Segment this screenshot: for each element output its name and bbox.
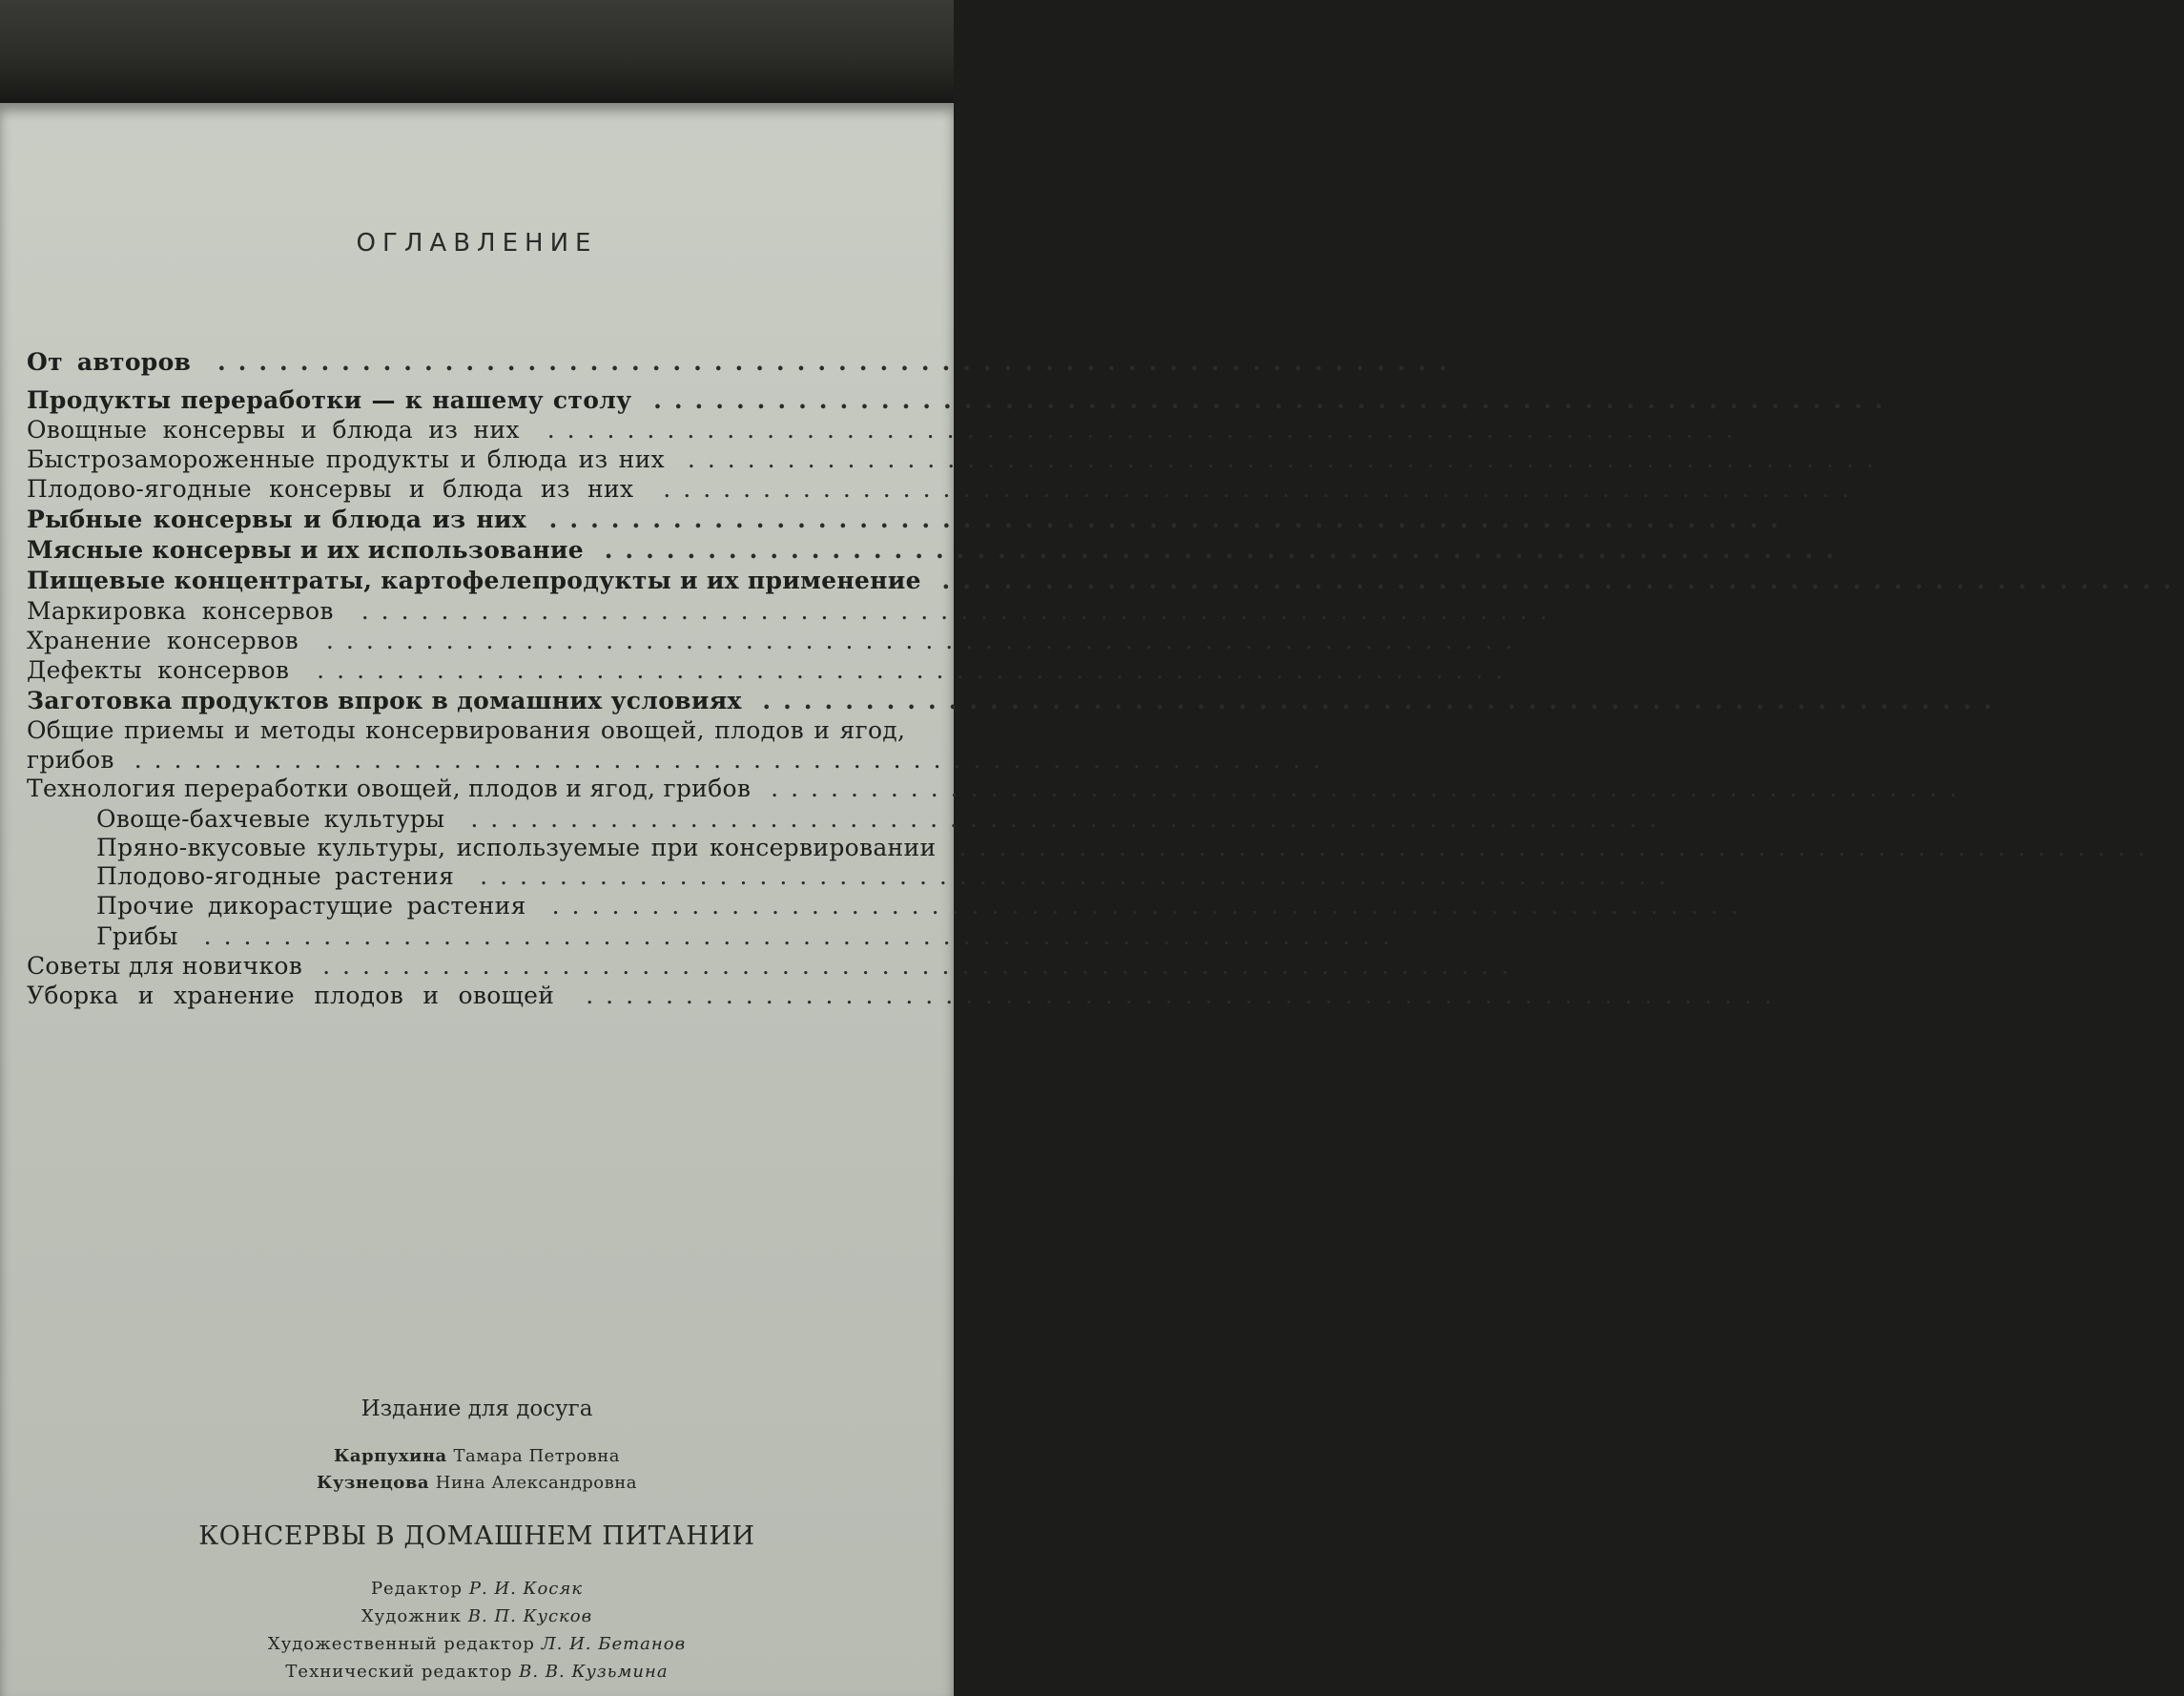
credit-role: Редактор [370, 1579, 464, 1599]
toc-heading: ОГЛАВЛЕНИЕ [356, 229, 598, 258]
toc-entry [27, 348, 1460, 377]
toc-entry [27, 597, 1560, 626]
leader-dots: ............................................................ [444, 805, 1670, 833]
toc-entry [27, 506, 1791, 534]
leader-dots: ............................................................ [302, 952, 1521, 980]
leader-dots: ............................................................ [633, 475, 1863, 503]
leader-dots: ............................................................ [751, 775, 1969, 802]
toc-subentry [96, 805, 1670, 834]
toc-entry [27, 475, 1863, 504]
toc-entry-label: Продукты переработки — к нашему столу [27, 386, 632, 414]
credit-name: Л. И. Бетанов [541, 1634, 687, 1654]
toc-entry [27, 386, 1896, 415]
leader-dots: ............................................................ [664, 445, 1886, 473]
toc-entry-label: Советы для новичков [27, 952, 303, 980]
toc-entry [27, 775, 1969, 803]
toc-subentry [96, 922, 1403, 951]
book-page [0, 103, 2184, 1696]
toc-subentry [96, 892, 1751, 920]
credit-name: Р. И. Косяк [468, 1579, 584, 1599]
toc-subentry [96, 862, 1679, 891]
toc-entry [27, 416, 1746, 445]
leader-dots: ............................................................ [113, 746, 1333, 774]
author-surname: Кузнецова [317, 1473, 429, 1493]
toc-entry [27, 536, 1846, 565]
toc-entry-label: Плодово-ягодные консервы и блюда из них [27, 475, 634, 503]
leader-dots: ............................................................ [525, 892, 1751, 920]
credit-role: Художественный редактор [267, 1634, 535, 1654]
toc-entry [27, 445, 1886, 474]
leader-dots: ............................................................ [583, 536, 1846, 564]
leader-dots: ............................................................ [333, 597, 1560, 625]
edition-note: Издание для досуга [361, 1396, 593, 1421]
toc-entry [27, 687, 2005, 715]
toc-entry [27, 952, 1521, 981]
leader-dots: ............................................................ [631, 386, 1896, 414]
toc-entry [27, 746, 1333, 775]
toc-entry-label: От авторов [27, 348, 192, 376]
author-names: Тамара Петровна [453, 1446, 620, 1466]
credit-name: В. П. Кусков [467, 1606, 593, 1626]
toc-entry-label: Пряно-вкусовые культуры, используемые при консервировании [96, 834, 937, 861]
toc-subentry [96, 834, 2158, 862]
leader-dots: ............................................................ [920, 567, 2184, 594]
credit-line [0, 1606, 954, 1626]
credit-line [0, 1579, 954, 1599]
toc-entry-label: Плодово-ягодные растения [96, 862, 455, 890]
credit-line [0, 1634, 954, 1654]
credit-role: Художник [361, 1606, 463, 1626]
toc-entry [27, 716, 954, 745]
leader-dots: ............................................................ [289, 656, 1515, 684]
author-line [0, 1473, 954, 1493]
toc-entry-label: Овоще-бахчевые культуры [96, 805, 445, 833]
author-line [0, 1446, 954, 1466]
toc-entry-label: Прочие дикорастущие растения [96, 892, 526, 920]
toc-entry-label: Дефекты консервов [27, 656, 290, 684]
toc-entry-label: Грибы [96, 922, 178, 950]
credit-line [0, 1662, 954, 1682]
credit-role: Технический редактор [285, 1662, 513, 1682]
toc-entry-label: Хранение консервов [27, 627, 299, 654]
book-title: КОНСЕРВЫ В ДОМАШНЕМ ПИТАНИИ [198, 1521, 755, 1551]
toc-entry-label: Рыбные консервы и блюда из них [27, 506, 526, 533]
toc-entry-label: Заготовка продуктов впрок в домашних условиях [27, 687, 742, 714]
author-surname: Карпухина [333, 1446, 447, 1466]
toc-entry-label: Технология переработки овощей, плодов и ягод, грибов [27, 775, 752, 802]
leader-dots: ............................................................ [936, 834, 2158, 861]
toc-entry [27, 982, 1785, 1010]
author-names: Нина Александровна [435, 1473, 637, 1493]
toc-entry-label: Уборка и хранение плодов и овощей [27, 982, 555, 1009]
toc-entry [27, 656, 1515, 685]
toc-entry [27, 567, 2184, 595]
leader-dots: ............................................................ [191, 348, 1460, 376]
toc-entry-label: Маркировка консервов [27, 597, 334, 625]
toc-entry [27, 627, 1525, 655]
toc-entry-label: Овощные консервы и блюда из них [27, 416, 520, 444]
book-cover-edge [0, 0, 954, 105]
leader-dots: ............................................................ [519, 416, 1746, 444]
toc-entry-label: Пищевые концентраты, картофелепродукты и их применение [27, 567, 921, 594]
toc-entry-label: грибов [27, 746, 114, 774]
toc-entry-label: Общие приемы и методы консервирования овощей, плодов и ягод, [27, 716, 906, 744]
leader-dots: ............................................................ [454, 862, 1679, 890]
leader-dots: ............................................................ [741, 687, 2005, 714]
leader-dots: ............................................................ [177, 922, 1403, 950]
toc-entry-label: Мясные консервы и их использование [27, 536, 584, 564]
leader-dots: ............................................................ [525, 506, 1791, 533]
leader-dots: ............................................................ [298, 627, 1525, 654]
credit-name: В. В. Кузьмина [519, 1662, 669, 1682]
toc-entry-label: Быстрозамороженные продукты и блюда из них [27, 445, 665, 473]
leader-dots: ............................................................ [554, 982, 1785, 1009]
